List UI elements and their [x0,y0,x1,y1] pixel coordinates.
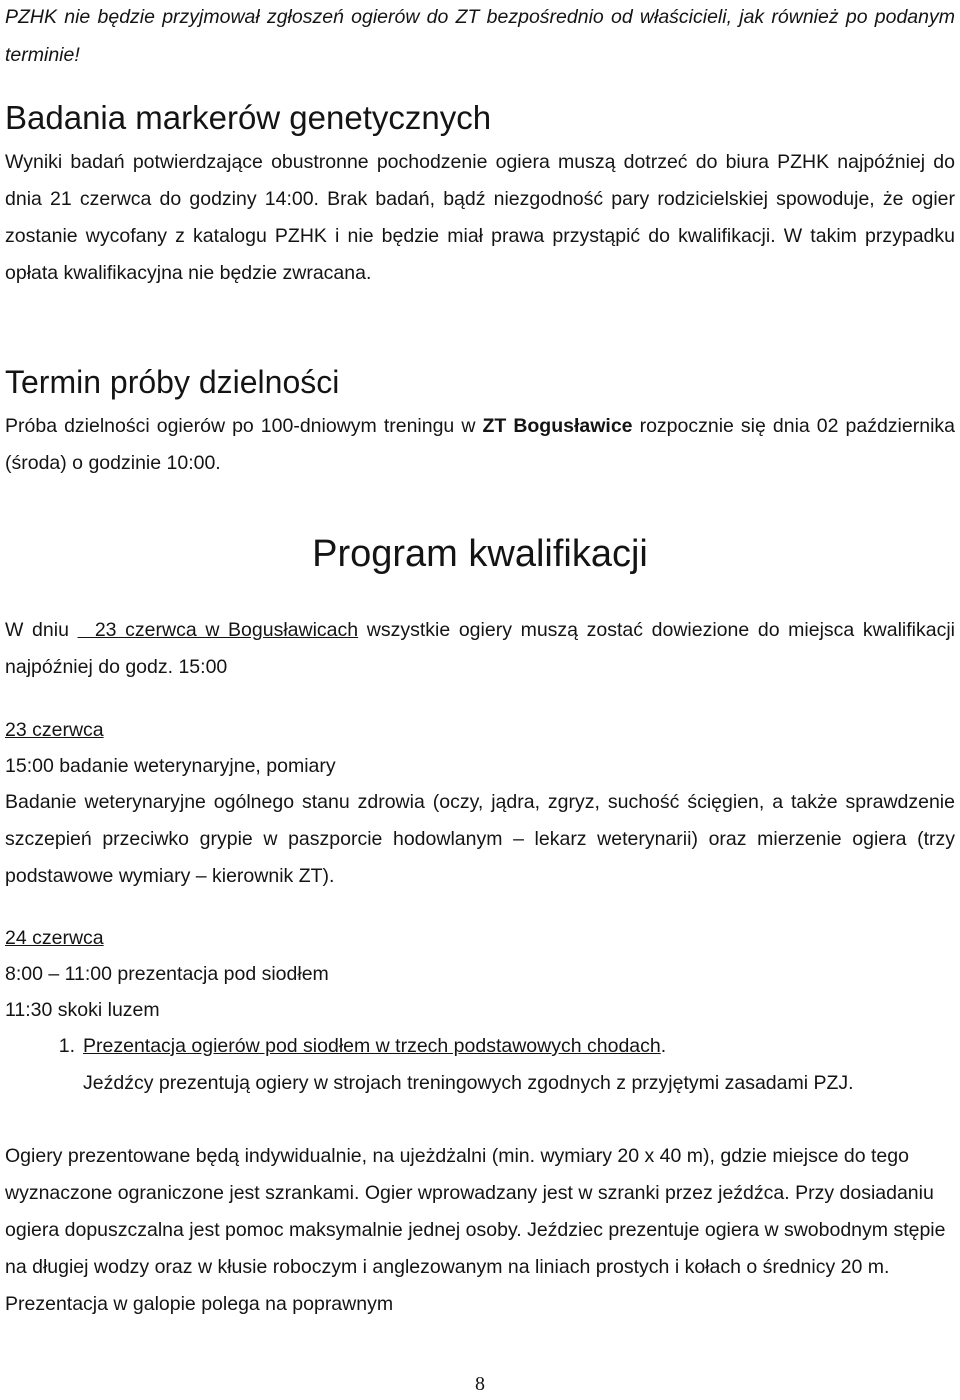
trial-body [5,408,955,482]
program-intro-block [5,612,955,686]
trial-body-block [5,408,955,482]
trial-heading: Termin próby dzielności [5,364,340,400]
day1-section [5,712,955,784]
program-intro-before: W dniu [5,619,78,641]
list-item-title-end: . [660,1035,667,1057]
program-intro-date-place: 23 czerwca w Bogusławicach [77,619,359,641]
day2-body-block [5,1138,955,1323]
trial-body-before: Próba dzielności ogierów po 100-dniowym treningu w [5,415,483,437]
notice-block [5,0,955,74]
list-item [40,1028,955,1102]
program-intro-after: wszystkie ogiery muszą zostać dowiezione do miejsca kwalifikacji najpóźniej do godz. 15:00 [5,619,956,678]
trial-section [5,362,955,402]
day1-body: Badanie weterynaryjne ogólnego stanu zdrowia (oczy, jądra, zgryz, suchość ścięgien, a także sprawdzenie szczepień przeciwko grypie w paszporcie hodowlanym – lekarz weterynarii) oraz mierzenie ogiera (trzy podstawowe wymiary – kierownik ZT). [5,791,955,887]
list-item-title [83,1028,955,1065]
markers-body-block [5,144,955,292]
trial-location: ZT Bogusławice [482,415,633,437]
day1-date: 23 czerwca [5,719,104,741]
markers-body: Wyniki badań potwierdzające obustronne pochodzenie ogiera muszą dotrzeć do biura PZHK najpóźniej do dnia 21 czerwca do godziny 14:00. Brak badań, bądź niezgodność pary rodzicielskiej spowoduje, że ogier zostanie wycofany z katalogu PZHK i nie będzie miał prawa przystąpić do kwalifikacji. W takim przypadku opłata kwalifikacyjna nie będzie zwracana. [5,151,955,284]
day2-schedule-line-2: 11:30 skoki luzem [5,999,160,1021]
markers-heading: Badania markerów genetycznych [5,99,492,136]
page-number: 8 [475,1373,485,1395]
trial-body-after: rozpocznie się dnia 02 października (środa) o godzinie 10:00. [5,415,955,474]
program-section [5,530,955,578]
program-intro [5,612,955,686]
day1-body-block [5,784,955,895]
notice-text: PZHK nie będzie przyjmował zgłoszeń ogierów do ZT bezpośrednio od właścicieli, jak również po podanym terminie! [5,6,955,66]
day1-schedule-line: 15:00 badanie weterynaryjne, pomiary [5,755,336,777]
list-item-number: 1. [58,1035,75,1057]
markers-section [5,98,955,138]
day2-body: Ogiery prezentowane będą indywidualnie, na ujeżdżalni (min. wymiary 20 x 40 m), gdzie miejsce do tego wyznaczone ograniczone jest szrankami. Ogier wprowadzany jest w szranki przez jeźdźca. Przy dosiadaniu ogiera dopuszczalna jest pomoc maksymalnie jednej osoby. Jeździec prezentuje ogiera w swobodnym stępie na długiej wodzy oraz w kłusie roboczym i anglezowanym na liniach prostych i kołach o średnicy 20 m. [5,1145,946,1278]
program-heading: Program kwalifikacji [312,533,648,575]
day2-date: 24 czerwca [5,927,104,949]
list-item-body: Jeźdźcy prezentują ogiery w strojach treningowych zgodnych z przyjętymi zasadami PZJ. [83,1072,854,1094]
day2-section [5,920,955,1028]
list-item-title-text: Prezentacja ogierów pod siodłem w trzech podstawowych chodach [83,1035,661,1057]
day2-list [40,1028,955,1102]
list-item-content [83,1028,955,1102]
day2-schedule-line-1: 8:00 – 11:00 prezentacja pod siodłem [5,963,329,985]
day2-last-line: Prezentacja w galopie polega na poprawnym [5,1293,394,1315]
